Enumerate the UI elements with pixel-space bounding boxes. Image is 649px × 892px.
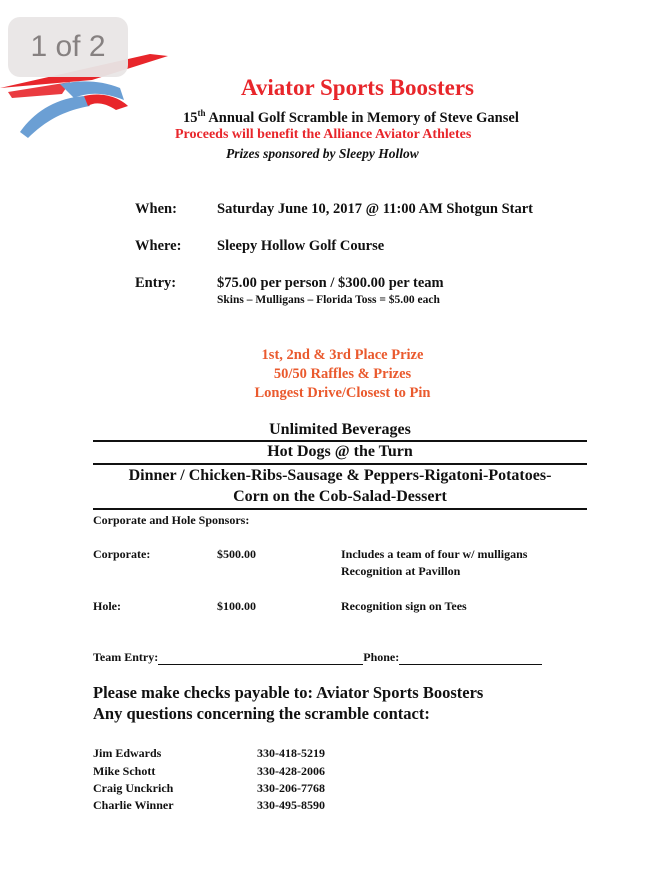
benefit-line: Proceeds will benefit the Alliance Aviator Athletes [175,127,472,142]
when-label: When: [135,201,177,217]
entry-extras: Skins – Mulligans – Florida Toss = $5.00 each [217,294,440,306]
contact-intro: Any questions concerning the scramble contact: [93,704,430,723]
menu-line: Corn on the Cob-Salad-Dessert [233,488,447,505]
where-value: Sleepy Hollow Golf Course [217,238,385,254]
contact-name: Jim Edwards [93,746,162,760]
entry-value: $75.00 per person / $300.00 per team [217,275,444,291]
event-subtitle: 15th Annual Golf Scramble in Memory of Steve Gansel [183,108,519,126]
contact-name: Mike Schott [93,764,156,778]
hole-desc: Recognition sign on Tees [341,599,467,613]
page-indicator-badge[interactable]: 1 of 2 [8,17,128,77]
contact-name: Craig Unckrich [93,781,174,795]
corporate-desc: Includes a team of four w/ mulligans [341,547,528,561]
divider [93,463,587,465]
menu-line: Dinner / Chicken-Ribs-Sausage & Peppers-Rigatoni-Potatoes- [128,467,552,484]
contact-phone: 330-495-8590 [257,798,325,812]
phone-field[interactable] [399,653,542,665]
hole-price: $100.00 [217,599,256,613]
prize-line: 1st, 2nd & 3rd Place Prize [261,347,424,363]
corporate-label: Corporate: [93,547,151,561]
team-entry-label: Team Entry: [93,650,159,664]
corporate-desc: Recognition at Pavillon [341,564,461,578]
contact-phone: 330-206-7768 [257,781,325,795]
divider [93,440,587,442]
contact-phone: 330-418-5219 [257,746,325,760]
contact-phone: 330-428-2006 [257,764,325,778]
entry-label: Entry: [135,275,177,291]
menu-line: Hot Dogs @ the Turn [267,443,413,460]
prize-line: 50/50 Raffles & Prizes [273,366,412,382]
prize-line: Longest Drive/Closest to Pin [254,385,431,401]
menu-line: Unlimited Beverages [269,421,411,438]
contact-name: Charlie Winner [93,798,174,812]
team-entry-field[interactable] [158,653,363,665]
phone-label: Phone: [363,650,400,664]
sponsor-line: Prizes sponsored by Sleepy Hollow [226,146,419,161]
corporate-price: $500.00 [217,547,256,561]
hole-label: Hole: [93,599,121,613]
page-title: Aviator Sports Boosters [241,75,474,100]
team-entry-row [93,650,542,665]
divider [93,508,587,510]
where-label: Where: [135,238,182,254]
payment-line: Please make checks payable to: Aviator Sports Boosters [93,683,484,702]
sponsors-heading: Corporate and Hole Sponsors: [93,513,250,527]
when-value: Saturday June 10, 2017 @ 11:00 AM Shotgun Start [217,201,534,217]
